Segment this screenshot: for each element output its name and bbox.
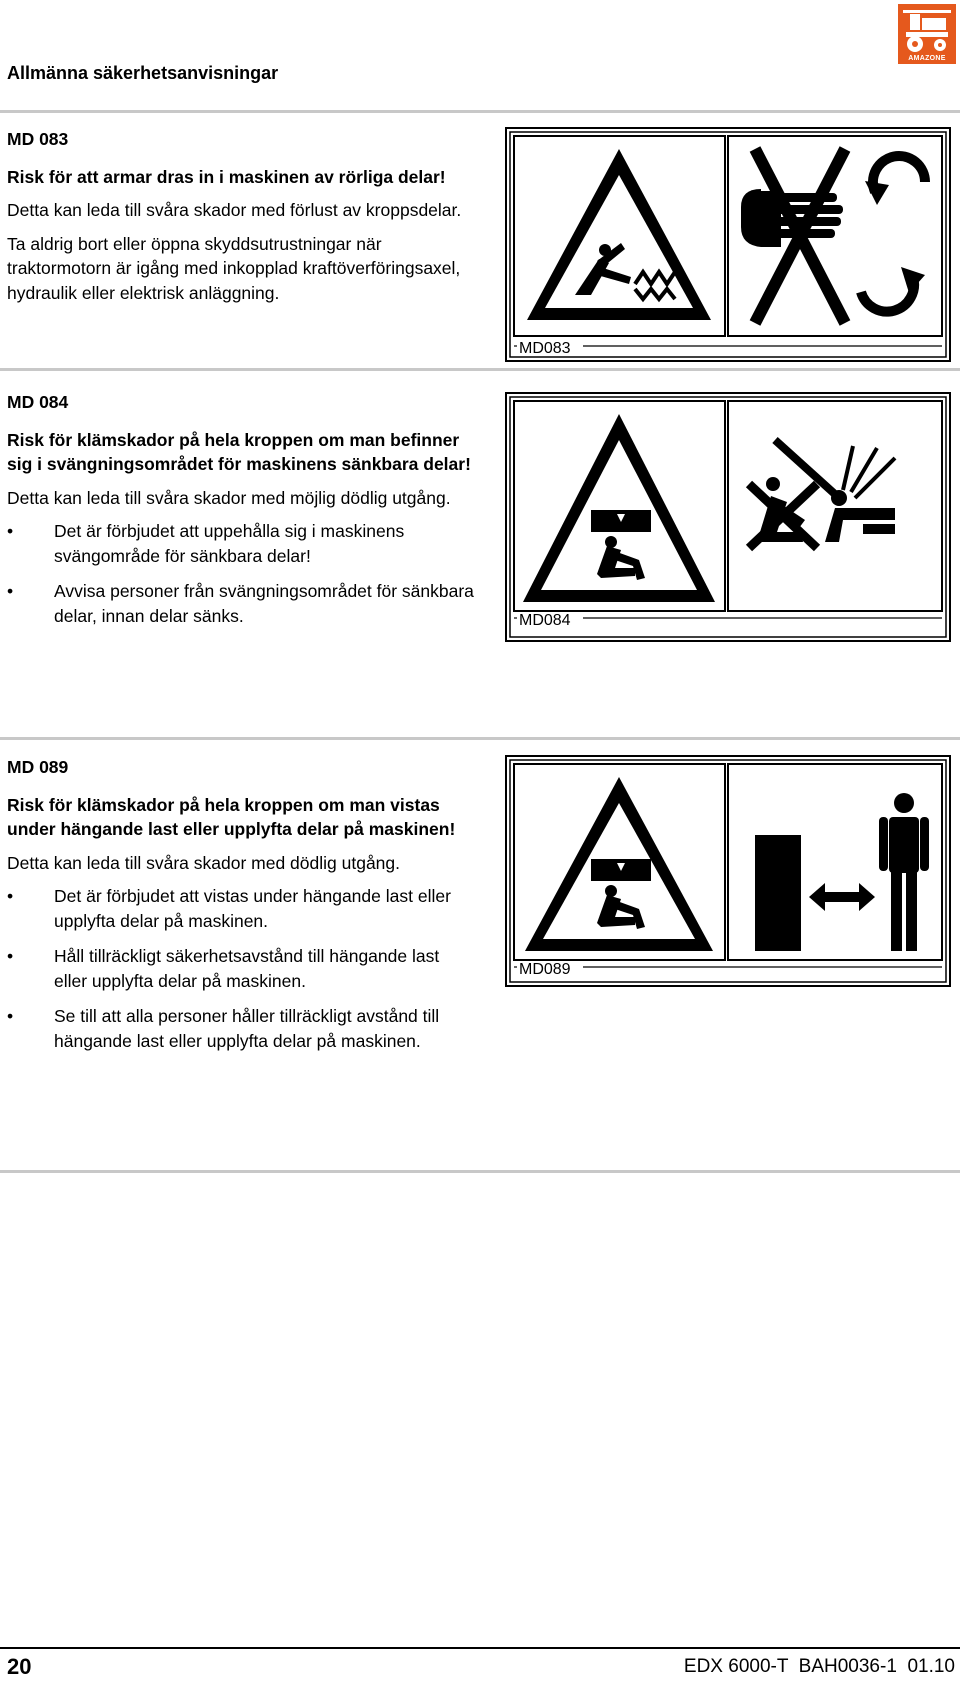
list-item <box>7 579 477 628</box>
bullet-icon: • <box>7 581 14 601</box>
logo-text: AMAZONE <box>908 55 946 62</box>
bullet-icon: • <box>7 521 14 541</box>
bullet-list <box>7 519 477 628</box>
safety-distance-icon <box>755 835 875 951</box>
section-paragraph: Detta kan leda till svåra skador med dödlig utgång. <box>7 852 401 873</box>
list-item-text: Håll tillräckligt säkerhetsavstånd till hängande last eller upplyfta delar på maskinen. <box>54 946 440 991</box>
list-item <box>7 1004 477 1053</box>
prohibited-person-swing-icon <box>749 440 895 548</box>
person-icon <box>879 793 929 951</box>
section-divider <box>0 1170 960 1173</box>
list-item-text: Det är förbjudet att uppehålla sig i maskinens svängområde för sänkbara delar! <box>54 521 405 566</box>
rotation-arrows-icon <box>861 156 925 312</box>
section-heading: Risk för att armar dras in i maskinen av rörliga delar! <box>7 166 446 187</box>
section-paragraph: Ta aldrig bort eller öppna skyddsutrustningar när traktormotorn är igång med inkopplad kraftöverföringsaxel, hydraulik eller elektrisk anläggning. <box>7 233 461 303</box>
amazone-logo <box>898 4 956 64</box>
document-reference: EDX 6000-T BAH0036-1 01.10 <box>683 1656 955 1677</box>
sign-label: MD083 <box>519 340 571 357</box>
md083-warning-sign <box>505 127 951 362</box>
page-number: 20 <box>7 1654 32 1679</box>
section-md089 <box>7 755 477 1064</box>
section-paragraph: Detta kan leda till svåra skador med möjlig dödlig utgång. <box>7 487 451 508</box>
section-divider <box>0 368 960 371</box>
sign-label: MD084 <box>519 612 571 629</box>
section-code: MD 084 <box>7 392 69 412</box>
page-header-title: Allmänna säkerhetsanvisningar <box>7 63 279 83</box>
header-divider <box>0 110 960 113</box>
md089-warning-sign <box>505 755 951 987</box>
bullet-icon: • <box>7 1006 14 1026</box>
section-divider <box>0 737 960 740</box>
list-item-text: Det är förbjudet att vistas under hängande last eller upplyfta delar på maskinen. <box>54 886 451 931</box>
list-item <box>7 944 477 993</box>
list-item-text: Avvisa personer från svängningsområdet för sänkbara delar, innan delar sänks. <box>54 581 474 626</box>
section-paragraph: Detta kan leda till svåra skador med förlust av kroppsdelar. <box>7 200 462 220</box>
section-code: MD 089 <box>7 757 69 777</box>
list-item <box>7 884 477 933</box>
footer-divider <box>0 1647 960 1649</box>
list-item-text: Se till att alla personer håller tillräckligt avstånd till hängande last eller upplyfta delar på maskinen. <box>54 1006 440 1051</box>
bullet-icon: • <box>7 886 14 906</box>
list-item <box>7 519 477 568</box>
md084-warning-sign <box>505 392 951 642</box>
section-md084 <box>7 390 477 639</box>
bullet-list <box>7 884 477 1053</box>
bullet-icon: • <box>7 946 14 966</box>
sign-label: MD089 <box>519 961 571 978</box>
prohibited-hand-icon <box>741 149 845 323</box>
section-code: MD 083 <box>7 129 69 149</box>
section-md083 <box>7 127 477 314</box>
section-heading: Risk för klämskador på hela kroppen om man befinner sig i svängningsområdet för maskinens sänkbara delar! <box>7 429 471 474</box>
section-heading: Risk för klämskador på hela kroppen om man vistas under hängande last eller upplyfta delar på maskinen! <box>7 794 456 839</box>
